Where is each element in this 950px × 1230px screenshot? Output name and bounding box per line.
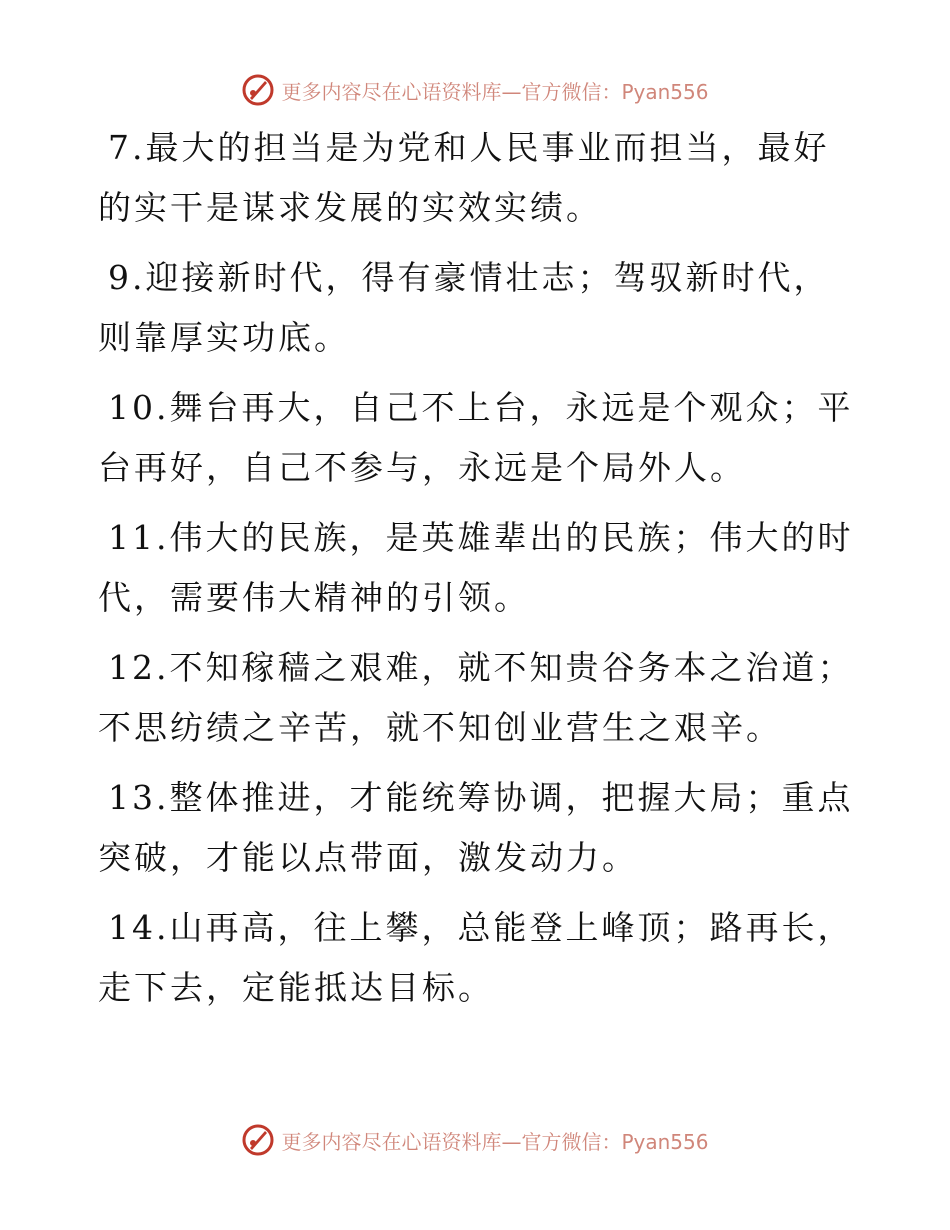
- list-item: 10.舞台再大，自己不上台，永远是个观众；平台再好，自己不参与，永远是个局外人。: [98, 388, 854, 487]
- header-watermark: [0, 70, 950, 110]
- footer-watermark: [0, 1120, 950, 1160]
- quill-logo-icon: [241, 73, 275, 107]
- list-item: 11.伟大的民族，是英雄辈出的民族；伟大的时代，需要伟大精神的引领。: [98, 518, 854, 617]
- watermark-text: 更多内容尽在心语资料库—官方微信：Pyan556: [281, 1129, 709, 1154]
- list-item: 13.整体推进，才能统筹协调，把握大局；重点突破，才能以点带面，激发动力。: [98, 778, 854, 877]
- list-item: 12.不知稼穑之艰难，就不知贵谷务本之治道；不思纺绩之辛苦，就不知创业营生之艰辛。: [98, 648, 854, 747]
- list-item: 9.迎接新时代，得有豪情壮志；驾驭新时代，则靠厚实功底。: [98, 258, 830, 357]
- list-item: 14.山再高，往上攀，总能登上峰顶；路再长，走下去，定能抵达目标。: [98, 908, 854, 1007]
- list-item: 7.最大的担当是为党和人民事业而担当，最好的实干是谋求发展的实效实绩。: [98, 128, 830, 227]
- quill-logo-icon: [241, 1123, 275, 1157]
- document-body: [98, 118, 858, 1028]
- watermark-text: 更多内容尽在心语资料库—官方微信：Pyan556: [281, 79, 709, 104]
